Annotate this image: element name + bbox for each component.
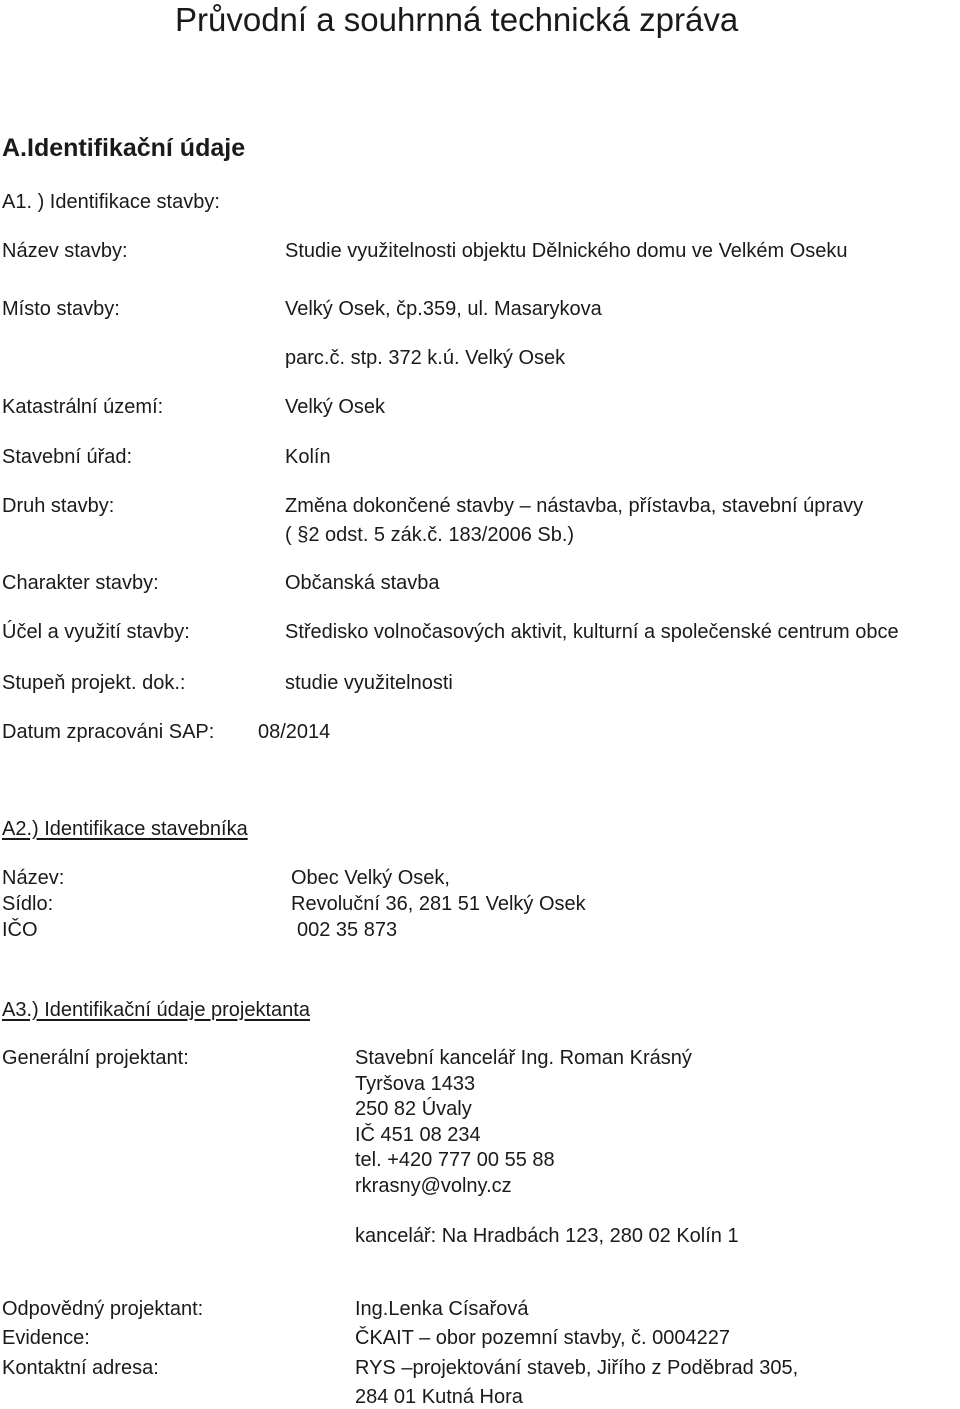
- office-address: kancelář: Na Hradbách 123, 280 02 Kolín 1: [355, 1225, 739, 1247]
- contact-address-label: Kontaktní adresa:: [2, 1357, 159, 1379]
- page-title: Průvodní a souhrnná technická zpráva: [175, 1, 739, 38]
- responsible-designer-label: Odpovědný projektant:: [2, 1298, 204, 1320]
- building-office-label: Stavební úřad:: [2, 446, 133, 468]
- responsible-designer-value: Ing.Lenka Císařová: [355, 1298, 529, 1320]
- builder-name-value: Obec Velký Osek,: [291, 867, 450, 889]
- project-stage-label: Stupeň projekt. dok.:: [2, 672, 186, 694]
- cadastral-area-value: Velký Osek: [285, 396, 386, 418]
- building-site-label: Místo stavby:: [2, 298, 120, 320]
- general-designer-label: Generální projektant:: [2, 1047, 189, 1069]
- section-heading: A.Identifikační údaje: [2, 134, 246, 162]
- builder-seat-value: Revoluční 36, 281 51 Velký Osek: [291, 893, 586, 915]
- builder-seat-label: Sídlo:: [2, 893, 54, 915]
- cadastral-area-label: Katastrální území:: [2, 396, 164, 418]
- general-designer-line: Tyršova 1433: [355, 1073, 476, 1095]
- processing-date-label: Datum zpracováni SAP:: [2, 721, 215, 743]
- contact-address-city: 284 01 Kutná Hora: [355, 1386, 523, 1408]
- building-site-value: Velký Osek, čp.359, ul. Masarykova: [285, 298, 602, 320]
- general-designer-line: tel. +420 777 00 55 88: [355, 1149, 555, 1171]
- contact-address-value: RYS –projektování staveb, Jiřího z Poděbrad 305,: [355, 1357, 799, 1379]
- general-designer-line: 250 82 Úvaly: [355, 1098, 472, 1120]
- a1-heading: A1. ) Identifikace stavby:: [2, 191, 220, 213]
- project-stage-value: studie využitelnosti: [285, 672, 453, 694]
- evidence-value: ČKAIT – obor pozemní stavby, č. 0004227: [355, 1327, 731, 1349]
- building-type-value: Změna dokončené stavby – nástavba, přístavba, stavební úpravy: [285, 495, 864, 517]
- building-type-label: Druh stavby:: [2, 495, 115, 517]
- building-type-law: ( §2 odst. 5 zák.č. 183/2006 Sb.): [285, 524, 575, 546]
- general-designer-line: Stavební kancelář Ing. Roman Krásný: [355, 1047, 692, 1069]
- building-office-value: Kolín: [285, 446, 331, 468]
- processing-date-value: 08/2014: [258, 721, 331, 743]
- a2-heading: A2.) Identifikace stavebníka: [2, 818, 248, 840]
- building-name-value: Studie využitelnosti objektu Dělnického domu ve Velkém Oseku: [285, 240, 848, 262]
- general-designer-email: rkrasny@volny.cz: [355, 1175, 512, 1197]
- building-name-label: Název stavby:: [2, 240, 128, 262]
- building-character-label: Charakter stavby:: [2, 572, 159, 594]
- building-purpose-value: Středisko volnočasových aktivit, kulturní a společenské centrum obce: [285, 621, 899, 643]
- evidence-label: Evidence:: [2, 1327, 90, 1349]
- builder-ico-value: 002 35 873: [297, 919, 398, 941]
- building-character-value: Občanská stavba: [285, 572, 440, 594]
- general-designer-line: IČ 451 08 234: [355, 1124, 481, 1146]
- builder-name-label: Název:: [2, 867, 65, 889]
- builder-ico-label: IČO: [2, 919, 38, 941]
- building-purpose-label: Účel a využití stavby:: [2, 621, 190, 643]
- building-site-parcel: parc.č. stp. 372 k.ú. Velký Osek: [285, 347, 566, 369]
- a3-heading: A3.) Identifikační údaje projektanta: [2, 999, 310, 1021]
